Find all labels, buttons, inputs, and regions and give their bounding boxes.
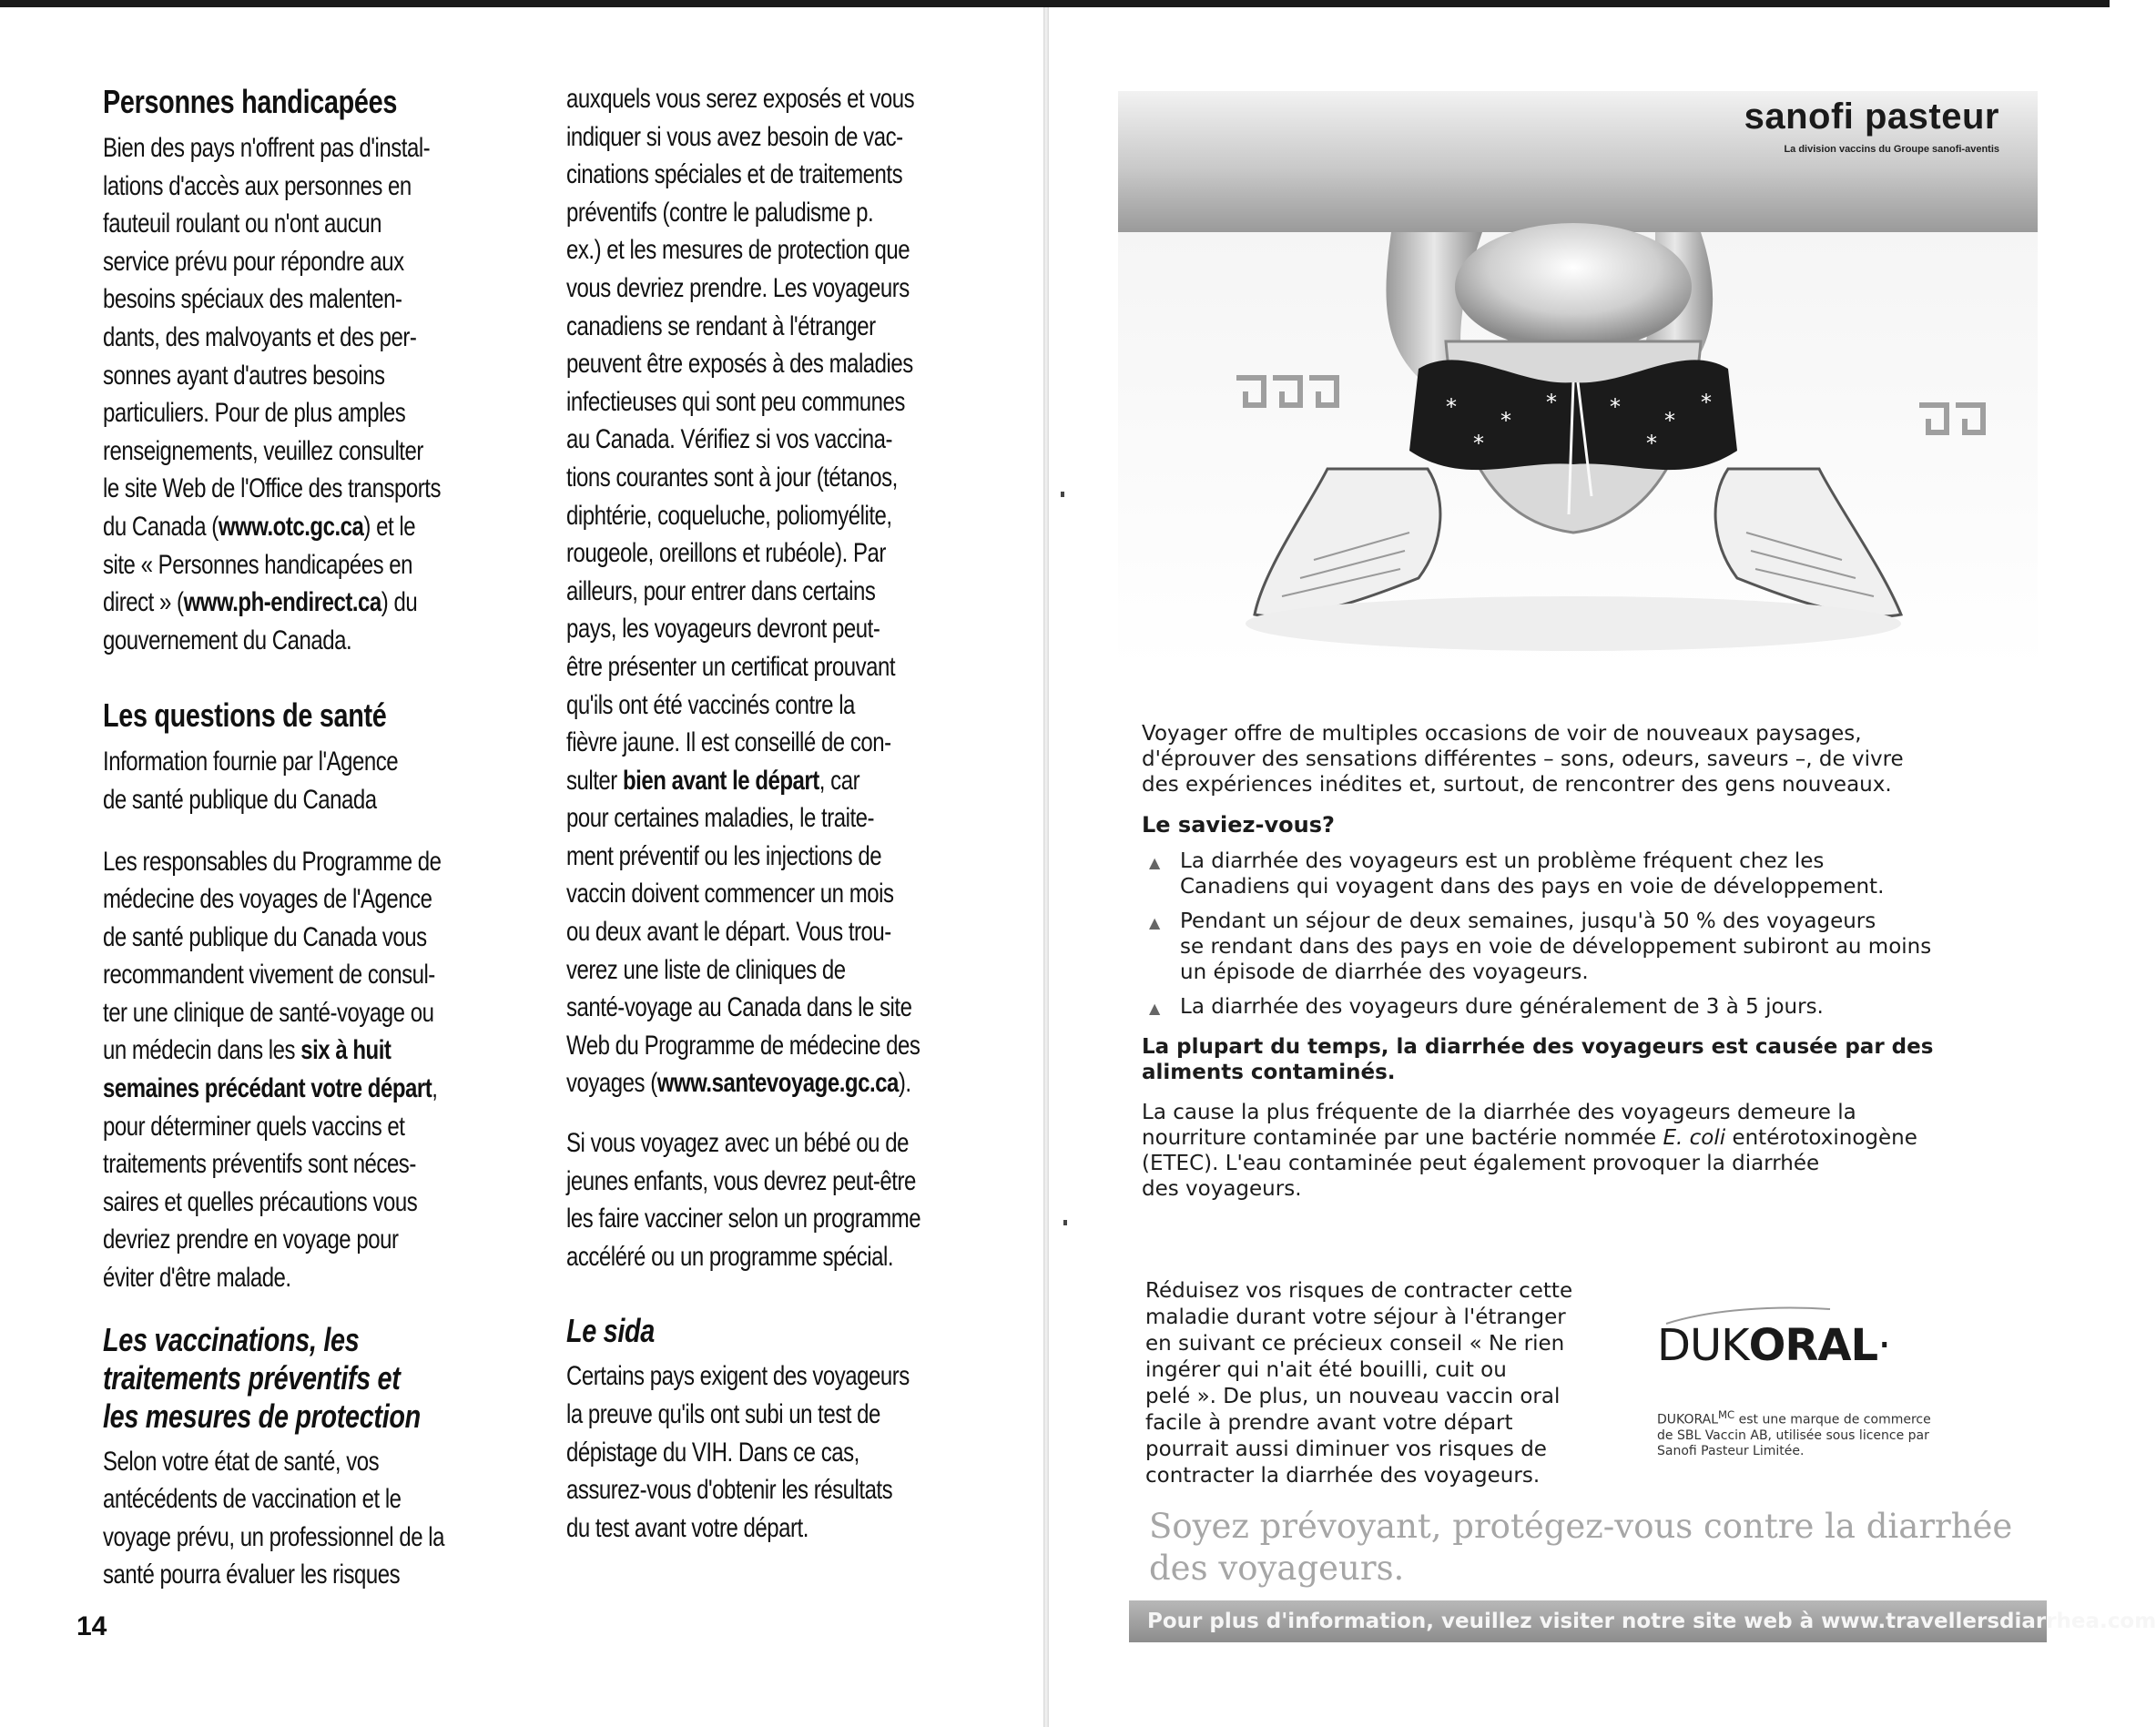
left-column-1 [103,82,511,1607]
paragraph-vaccinations-continued [566,80,974,1102]
ad-body-text [1142,721,2016,1216]
text-line: préventifs (contre le paludisme p. [566,197,874,228]
triangle-bullet-icon: ▲ [1149,1000,1161,1017]
scan-speck [1063,1220,1067,1225]
paragraph-handicap [103,129,511,659]
text-fragment: un médecin dans les [103,1035,301,1066]
text-line: qu'ils ont été vaccinés contre la [566,689,855,720]
ad-facts-list [1142,848,2016,1020]
link-ph-endirect[interactable]: www.ph-endirect.ca [183,587,381,618]
emphasis: bien avant le départ [623,765,819,796]
dukoral-trademark-notice [1657,1407,2012,1459]
text-line: traitements préventifs sont néces- [103,1149,416,1180]
text-fragment: du Canada ( [103,511,219,542]
text-fragment: , [432,1073,438,1104]
text-line: de SBL Vaccin AB, utilisée sous licence par [1657,1427,1929,1443]
heading-sante: Les questions de santé [103,696,387,735]
text-line: des voyageurs. [1142,1177,1302,1201]
text-line: contracter la diarrhée des voyageurs. [1145,1464,1541,1488]
ad-cause-paragraph [1142,1100,2016,1202]
text-line [103,1070,511,1108]
text-line: vaccin doivent commencer un mois [566,879,894,909]
text-line: jeunes enfants, vous devrez peut-être [566,1165,916,1196]
text-line: Bien des pays n'offrent pas d'instal- [103,133,431,163]
text-line: rougeole, oreillons et rubéole). Par [566,538,886,569]
text-fragment: entérotoxinogène [1725,1126,1917,1150]
text-line: de santé publique du Canada [103,784,377,815]
text-line: gouvernement du Canada. [103,625,352,655]
heading-line: les mesures de protection [103,1397,421,1435]
text-line: antécédents de vaccination et le [103,1484,402,1515]
text-line: se rendant dans des pays en voie de développement subiront au moins [1180,935,1932,959]
list-item [1142,909,2016,985]
text-line: des voyageurs. [1149,1549,1405,1588]
text-line: Certains pays exigent des voyageurs [566,1361,910,1392]
ad-footer-website-bar[interactable]: Pour plus d'information, veuillez visiter notre site web à www.travellersdiarrhea.com [1129,1600,2047,1642]
text-line: infectieuses qui sont peu communes [566,386,905,417]
logo-text: ORAL [1748,1320,1878,1371]
text-line: santé-voyage au Canada dans le site [566,992,912,1023]
ad-did-you-know-heading: Le saviez-vous? [1142,812,1335,838]
text-line: Sanofi Pasteur Limitée. [1657,1443,1805,1458]
paragraph-bebe [566,1124,974,1275]
text-line: Pendant un séjour de deux semaines, jusqu'à 50 % des voyageurs [1180,909,1876,933]
text-line: la preuve qu'ils ont subi un test de [566,1399,880,1429]
ad-intro [1142,721,2016,797]
text-line: assurez-vous d'obtenir les résultats [566,1475,893,1506]
text-line: vous devriez prendre. Les voyageurs [566,272,910,303]
text-line: fièvre jaune. Il est conseillé de con- [566,727,891,758]
emphasis: six à huit [300,1035,392,1066]
dukoral-swoosh-icon [1657,1304,1839,1326]
text-fragment: DUKORAL [1657,1412,1718,1427]
heading-line: traitements préventifs et [103,1358,401,1397]
paragraph-vaccinations [103,1443,511,1594]
dukoral-brand-block [1657,1320,2021,1459]
text-line: lations d'accès aux personnes en [103,170,412,201]
text-fragment: voyages ( [566,1068,657,1099]
text-line: pourrait aussi diminuer vos risques de [1145,1437,1547,1461]
text-line: peuvent être exposés à des maladies [566,349,913,380]
text-line: devriez prendre en voyage pour [103,1224,399,1255]
text-fragment: est une marque de commerce [1734,1412,1931,1427]
heading-line: Les vaccinations, les [103,1320,360,1358]
paragraph-sida [566,1357,974,1547]
trademark-mark: · [1877,1320,1891,1371]
text-line: être présenter un certificat prouvant [566,651,896,682]
text-line: Si vous voyagez avec un bébé ou de [566,1128,909,1159]
text-line: Soyez prévoyant, protégez-vous contre la diarrhée [1149,1507,2013,1546]
link-santevoyage[interactable]: www.santevoyage.gc.ca [656,1068,899,1099]
text-line: des expériences inédites et, surtout, de rencontrer des gens nouveaux. [1142,773,1892,797]
svg-text:*: * [1701,390,1712,415]
text-line: service prévu pour répondre aux [103,246,404,277]
text-fragment: ) et le [363,511,416,542]
left-column-2 [566,80,974,1559]
text-line: Selon votre état de santé, vos [103,1446,380,1477]
text-line: Réduisez vos risques de contracter cette [1145,1279,1573,1303]
sanofi-tagline: La division vaccins du Groupe sanofi-aventis [1784,144,1999,155]
svg-text:*: * [1610,394,1621,420]
text-line: Information fournie par l'Agence [103,747,399,777]
paragraph-source [103,743,511,818]
text-line: les faire vacciner selon un programme [566,1204,921,1234]
text-line: recommandent vivement de consul- [103,960,435,990]
text-line: de santé publique du Canada vous [103,921,427,952]
text-line: cinations spéciales et de traitements [566,159,903,190]
text-line: santé pourra évaluer les risques [103,1559,401,1590]
text-line: pour déterminer quels vaccins et [103,1111,405,1142]
ad-slogan [1149,1506,2023,1590]
dukoral-logo [1657,1320,2021,1371]
page-gutter [1043,7,1049,1727]
text-line: ou deux avant le départ. Vous trou- [566,917,891,948]
text-line: Voyager offre de multiples occasions de voir de nouveaux paysages, [1142,722,1862,746]
text-fragment: nourriture contaminée par une bactérie nommée [1142,1126,1663,1150]
text-line: besoins spéciaux des malenten- [103,284,402,315]
text-line: site « Personnes handicapées en [103,549,413,580]
text-line: indiquer si vous avez besoin de vac- [566,121,903,152]
text-line: auxquels vous serez exposés et vous [566,84,915,114]
logo-text: DUK [1657,1320,1749,1371]
text-line: d'éprouver des sensations différentes – sons, odeurs, saveurs –, de vivre [1142,747,1904,771]
text-line: La diarrhée des voyageurs dure généralement de 3 à 5 jours. [1180,995,1824,1019]
svg-text:*: * [1546,390,1557,415]
text-line: facile à prendre avant votre départ [1145,1411,1513,1435]
text-line [1142,1125,2016,1151]
svg-text:*: * [1473,431,1484,456]
text-line: renseignements, veuillez consulter [103,435,423,466]
text-line: fauteuil roulant ou n'ont aucun [103,208,381,239]
triangle-bullet-icon: ▲ [1149,854,1161,871]
text-line: sonnes ayant d'autres besoins [103,360,385,391]
text-line: diphtérie, coqueluche, poliomyélite, [566,500,892,531]
text-line [566,762,974,800]
svg-text:*: * [1500,408,1511,433]
text-line: La diarrhée des voyageurs est un problème fréquent chez les [1180,849,1825,873]
text-line: saires et quelles précautions vous [103,1186,418,1217]
ad-advice-paragraph [1145,1278,1637,1489]
triangle-bullet-icon: ▲ [1149,914,1161,931]
ad-photo-toilet-illustration [1118,232,2038,669]
text-line: pour certaines maladies, le traite- [566,803,875,834]
text-line: au Canada. Vérifiez si vos vaccina- [566,424,893,455]
ad-banner [1118,91,2038,232]
text-line: (ETEC). L'eau contaminée peut également provoquer la diarrhée [1142,1152,1820,1175]
text-line: particuliers. Pour de plus amples [103,398,406,429]
text-fragment: , car [819,765,860,796]
text-fragment: direct » ( [103,587,184,618]
scan-speck [1061,492,1064,497]
text-line: Les responsables du Programme de [103,846,442,877]
text-line: ailleurs, pour entrer dans certains [566,575,876,606]
text-fragment: sulter [566,765,623,796]
list-item [1142,994,2016,1020]
svg-text:*: * [1664,408,1675,433]
text-line: pays, les voyageurs devront peut- [566,614,880,645]
text-line: Canadiens qui voyagent dans des pays en voie de développement. [1180,875,1885,899]
text-line: maladie durant votre séjour à l'étranger [1145,1305,1566,1329]
svg-text:*: * [1646,431,1657,456]
text-fragment: MC [1718,1408,1735,1421]
text-line: le site Web de l'Office des transports [103,473,441,504]
svg-text:*: * [1446,394,1457,420]
ad-cause-heading [1142,1034,2016,1085]
text-line: en suivant ce précieux conseil « Ne rien [1145,1332,1565,1356]
text-line: canadiens se rendant à l'étranger [566,310,876,341]
text-line: tions courantes sont à jour (tétanos, [566,462,898,493]
text-line: aliments contaminés. [1142,1061,1396,1084]
heading-vaccinations [103,1321,511,1436]
text-line: ex.) et les mesures de protection que [566,235,910,266]
paragraph-responsables [103,843,511,1297]
text-line: La cause la plus fréquente de la diarrhée des voyageurs demeure la [1142,1101,1856,1124]
text-line: ingérer qui n'ait été bouilli, cuit ou [1145,1358,1507,1382]
text-line: accéléré ou un programme spécial. [566,1241,894,1272]
text-line: dépistage du VIH. Dans ce cas, [566,1437,859,1468]
text-line: ment préventif ou les injections de [566,840,882,871]
text-line: du test avant votre départ. [566,1512,808,1543]
heading-handicap: Personnes handicapées [103,83,398,120]
text-line [103,584,511,622]
text-line [103,1031,511,1070]
scan-top-edge [0,0,2110,7]
text-line: Web du Programme de médecine des [566,1030,920,1061]
toilet-with-flippers-image [1118,232,2038,669]
text-line: voyage prévu, un professionnel de la [103,1521,444,1552]
text-line: verez une liste de cliniques de [566,954,846,985]
list-item [1142,848,2016,899]
link-otc[interactable]: www.otc.gc.ca [218,511,364,542]
text-line: ter une clinique de santé-voyage ou [103,997,434,1028]
emphasis: semaines précédant votre départ [103,1073,432,1104]
text-line [103,508,511,546]
text-line: La plupart du temps, la diarrhée des voyageurs est causée par des [1142,1035,1934,1059]
text-fragment: ) du [381,587,418,618]
text-line: un épisode de diarrhée des voyageurs. [1180,960,1589,984]
text-line [566,1064,974,1102]
emphasis: E. coli [1663,1126,1726,1150]
sanofi-pasteur-logo: sanofi pasteur [1744,97,1999,137]
text-fragment: ). [898,1068,911,1099]
heading-sida: Le sida [566,1312,655,1350]
text-line: dants, des malvoyants et des per- [103,321,417,352]
text-line: éviter d'être malade. [103,1263,291,1294]
text-line: pelé ». De plus, un nouveau vaccin oral [1145,1385,1561,1408]
page-number: 14 [76,1611,107,1641]
text-line: médecine des voyages de l'Agence [103,884,432,915]
